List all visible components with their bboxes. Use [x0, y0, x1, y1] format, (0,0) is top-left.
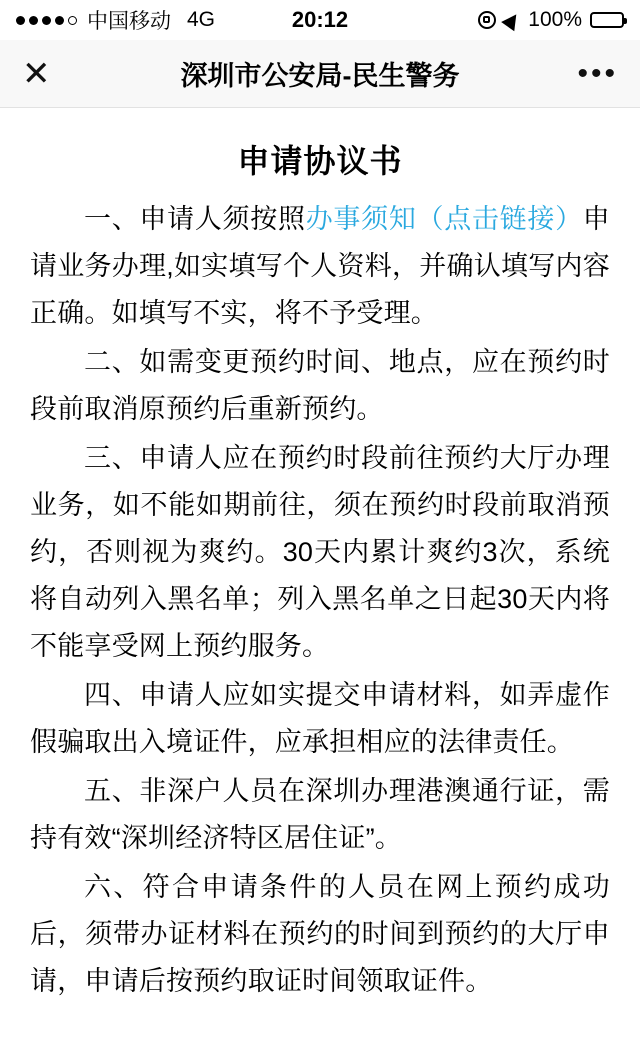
nav-bar — [0, 40, 640, 108]
agreement-paragraph — [30, 435, 610, 670]
page-title: 深圳市公安局-民生警务 — [180, 61, 460, 91]
paragraph-text: 四、申请人应如实提交申请材料，如弄虚作假骗取出入境证件，应承担相应的法律责任。 — [30, 680, 610, 757]
clock-label: 20:12 — [291, 7, 349, 32]
rotation-lock-icon — [478, 11, 496, 29]
status-bar-right — [478, 8, 624, 32]
agreement-paragraph — [30, 768, 610, 862]
document-title: 申请协议书 — [237, 143, 403, 179]
agreement-paragraph — [30, 864, 610, 1005]
more-options-icon[interactable]: ••• — [577, 56, 618, 90]
close-icon[interactable]: ✕ — [22, 54, 51, 93]
page-content — [0, 108, 640, 1055]
paragraph-text: 二、如需变更预约时间、地点，应在预约时段前取消原预约后重新预约。 — [30, 347, 610, 424]
carrier-label: 中国移动 — [87, 10, 171, 33]
network-type-label: 4G — [187, 8, 216, 31]
status-bar-left — [16, 5, 215, 35]
agreement-paragraph — [30, 196, 610, 337]
agreement-paragraph — [30, 672, 610, 766]
location-arrow-icon — [501, 9, 523, 30]
service-guide-link[interactable]: 办事须知（点击链接） — [305, 204, 583, 234]
agreement-paragraph-list — [30, 196, 610, 1005]
paragraph-text: 三、申请人应在预约时段前往预约大厅办理业务，如不能如期前往，须在预约时段前取消预约，否则视为爽约。30天内累计爽约3次，系统将自动列入黑名单；列入黑名单之日起30天内将不能享受网上预约服务。 — [30, 443, 610, 661]
paragraph-text: 五、非深户人员在深圳办理港澳通行证，需持有效“深圳经济特区居住证”。 — [30, 776, 610, 853]
paragraph-text: 申请业务办理,如实填写个人资料，并确认填写内容正确。如填写不实，将不予受理。 — [30, 204, 610, 328]
paragraph-text: 六、符合申请条件的人员在网上预约成功后，须带办证材料在预约的时间到预约的大厅申请，申请后按预约取证时间领取证件。 — [30, 872, 610, 996]
paragraph-text: 一、申请人须按照 — [84, 204, 306, 234]
battery-icon — [590, 12, 624, 28]
status-bar — [0, 0, 640, 40]
signal-strength-icon — [16, 16, 77, 25]
agreement-document — [8, 108, 630, 1005]
battery-percent-label: 100% — [528, 8, 582, 31]
agreement-paragraph — [30, 339, 610, 433]
